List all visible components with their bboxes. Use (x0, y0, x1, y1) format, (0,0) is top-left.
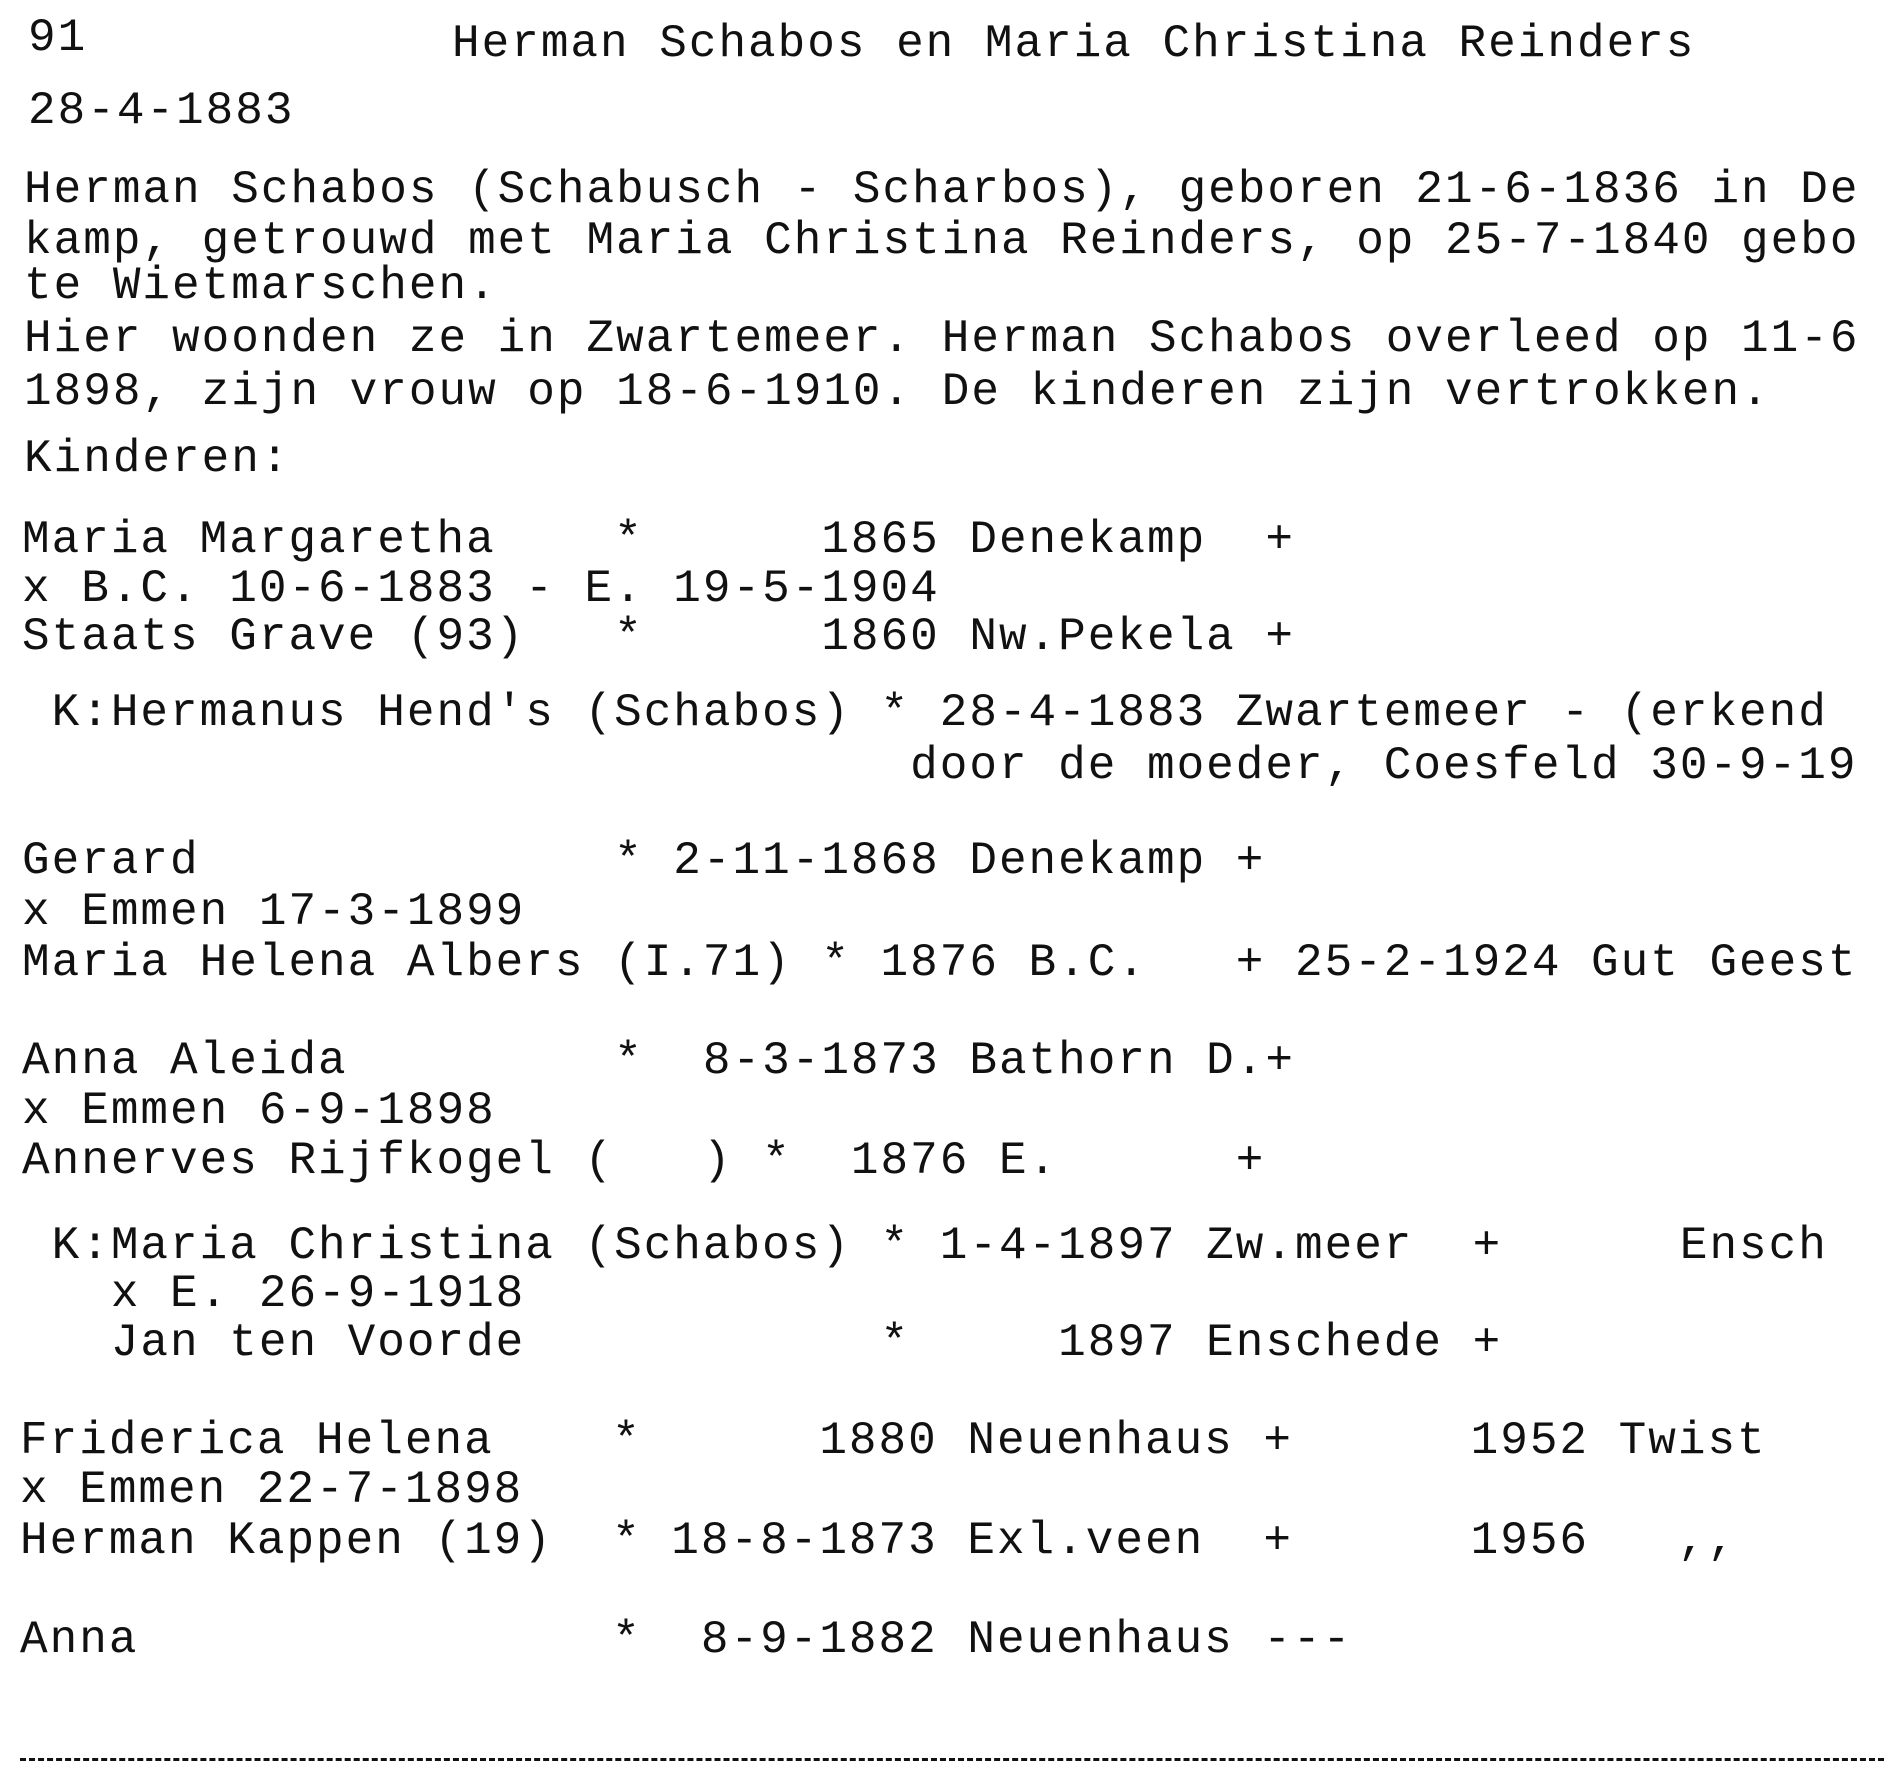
grandchild-entry: K:Hermanus Hend's (Schabos) * 28-4-1883 Zwartemeer - (erkend (22, 687, 1828, 739)
page-title: Herman Schabos en Maria Christina Reinders (452, 18, 1696, 70)
child-entry: Maria Margaretha * 1865 Denekamp + (22, 514, 1295, 566)
child-entry: Staats Grave (93) * 1860 Nw.Pekela + (22, 611, 1295, 663)
grandchild-entry: door de moeder, Coesfeld 30-9-19 (22, 740, 1858, 792)
intro-line: kamp, getrouwd met Maria Christina Reinders, op 25-7-1840 gebo (24, 215, 1860, 267)
intro-line: te Wietmarschen. (24, 260, 498, 312)
child-entry: Maria Helena Albers (I.71) * 1876 B.C. + 25-2-1924 Gut Geest (22, 937, 1858, 989)
intro-line: 1898, zijn vrouw op 18-6-1910. De kinderen zijn vertrokken. (24, 366, 1771, 418)
grandchild-entry: K:Maria Christina (Schabos) * 1-4-1897 Zw.meer + Ensch (22, 1220, 1828, 1272)
child-entry: Gerard * 2-11-1868 Denekamp + (22, 835, 1266, 887)
grandchild-entry: Jan ten Voorde * 1897 Enschede + (22, 1317, 1503, 1369)
child-entry: x Emmen 22-7-1898 (20, 1464, 524, 1516)
dashed-divider (20, 1758, 1884, 1761)
child-entry: x Emmen 17-3-1899 (22, 886, 526, 938)
intro-line: Hier woonden ze in Zwartemeer. Herman Schabos overleed op 11-6 (24, 313, 1860, 365)
child-entry: x B.C. 10-6-1883 - E. 19-5-1904 (22, 563, 940, 615)
child-entry: Anna Aleida * 8-3-1873 Bathorn D.+ (22, 1035, 1295, 1087)
intro-line: Herman Schabos (Schabusch - Scharbos), geboren 21-6-1836 in De (24, 164, 1860, 216)
child-entry: Herman Kappen (19) * 18-8-1873 Exl.veen + 1956 ,, (20, 1515, 1738, 1567)
page-number: 91 (28, 12, 88, 64)
record-date: 28-4-1883 (28, 85, 295, 137)
grandchild-entry: x E. 26-9-1918 (22, 1268, 526, 1320)
child-entry: Friderica Helena * 1880 Neuenhaus + 1952 Twist (20, 1415, 1767, 1467)
child-entry: x Emmen 6-9-1898 (22, 1085, 496, 1137)
child-entry: Anna * 8-9-1882 Neuenhaus --- (20, 1614, 1353, 1666)
child-entry: Annerves Rijfkogel ( ) * 1876 E. + (22, 1135, 1266, 1187)
children-heading: Kinderen: (24, 433, 291, 485)
